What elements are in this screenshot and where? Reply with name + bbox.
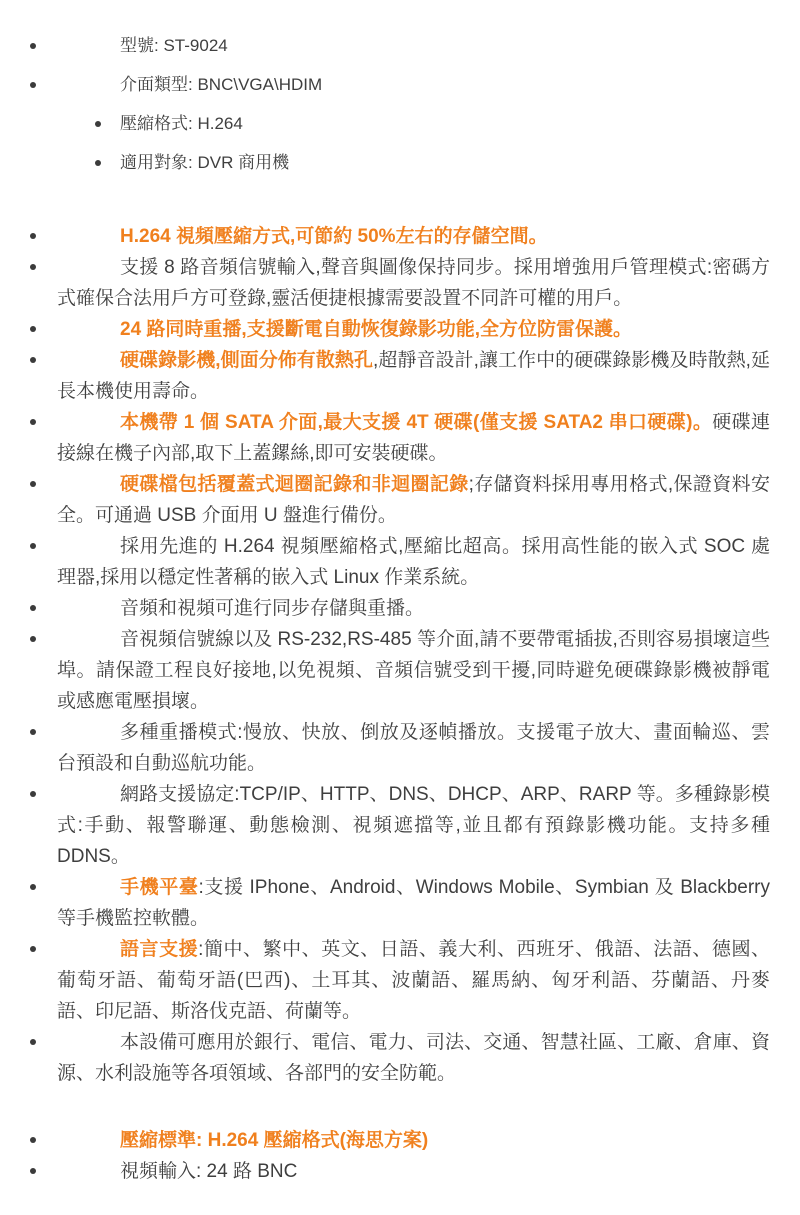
feature-item <box>57 221 770 252</box>
feature-text: 硬碟連接線在機子內部,取下上蓋鏍絲,即可安裝硬碟。 <box>57 412 770 464</box>
bullet-icon <box>30 543 36 549</box>
spec-value: ST-9024 <box>163 36 228 55</box>
bullet-icon <box>30 791 36 797</box>
spec-item-compression <box>120 112 770 136</box>
spec-list <box>120 26 770 175</box>
feature-text: 視頻輸入: 24 路 BNC <box>120 1161 298 1182</box>
spec-value: H.264 <box>197 114 243 133</box>
bullet-icon <box>30 43 36 49</box>
feature-highlight: H.264 視頻壓縮方式,可節約 50%左右的存儲空間。 <box>120 226 548 247</box>
spec-label: 介面類型: <box>120 75 193 94</box>
feature-text: 採用先進的 H.264 視頻壓縮格式,壓縮比超高。採用高性能的嵌入式 SOC 處理器,採用以穩定性著稱的嵌入式 Linux 作業系統。 <box>57 536 770 588</box>
feature-item <box>57 872 770 934</box>
feature-text: :簡中、繁中、英文、日語、義大利、西班牙、俄語、法語、德國、葡萄牙語、葡萄牙語(巴西)、土耳其、波蘭語、羅馬納、匈牙利語、芬蘭語、丹麥語、印尼語、斯洛伐克語、荷蘭等。 <box>57 939 770 1022</box>
feature-highlight: 手機平臺 <box>120 877 199 898</box>
feature-item <box>57 252 770 314</box>
bullet-icon <box>95 160 101 166</box>
feature-item <box>57 469 770 531</box>
feature-text: ;存儲資料採用專用格式,保證資料安全。可通過 USB 介面用 U 盤進行備份。 <box>57 474 770 526</box>
feature-text: :支援 IPhone、Android、Windows Mobile、Symbian 及 Blackberry 等手機監控軟體。 <box>57 877 770 929</box>
bullet-icon <box>30 1168 36 1174</box>
bullet-icon <box>30 357 36 363</box>
feature-text: ,超靜音設計,讓工作中的硬碟錄影機及時散熱,延長本機使用壽命。 <box>57 350 770 402</box>
feature-item <box>57 314 770 345</box>
bullet-icon <box>30 82 36 88</box>
spec-item-model <box>120 34 770 58</box>
spec-item-interface <box>120 73 770 97</box>
bullet-icon <box>30 1039 36 1045</box>
feature-item <box>57 1027 770 1089</box>
feature-text: 多種重播模式:慢放、快放、倒放及逐幀播放。支援電子放大、畫面輪巡、雲台預設和自動巡航功能。 <box>57 722 770 774</box>
bullet-icon <box>30 264 36 270</box>
footer-spec-item-compression-standard <box>57 1125 770 1156</box>
feature-item <box>57 779 770 872</box>
feature-highlight: 硬碟檔包括覆蓋式迴圈記錄和非迴圈記錄 <box>120 474 469 495</box>
feature-highlight: 硬碟錄影機,側面分佈有散熱孔 <box>120 350 374 371</box>
bullet-icon <box>30 326 36 332</box>
spec-label: 壓縮格式: <box>120 114 193 133</box>
bullet-icon <box>30 419 36 425</box>
feature-item <box>57 717 770 779</box>
feature-text: 本設備可應用於銀行、電信、電力、司法、交通、智慧社區、工廠、倉庫、資源、水利設施等各項領域、各部門的安全防範。 <box>57 1032 770 1084</box>
feature-item <box>57 531 770 593</box>
spec-label: 型號: <box>120 36 159 55</box>
feature-text: 網路支援協定:TCP/IP、HTTP、DNS、DHCP、ARP、RARP 等。多種錄影模式:手動、報警聯運、動態檢測、視頻遮擋等,並且都有預錄影機功能。支持多種 DDNS。 <box>57 784 770 867</box>
spec-item-target <box>120 151 770 175</box>
bullet-icon <box>95 121 101 127</box>
bullet-icon <box>30 636 36 642</box>
bullet-icon <box>30 481 36 487</box>
feature-highlight: 本機帶 1 個 SATA 介面,最大支援 4T 硬碟(僅支援 SATA2 串口硬碟)。 <box>120 412 713 433</box>
spec-value: BNC\VGA\HDIM <box>197 75 323 94</box>
bullet-icon <box>30 233 36 239</box>
spec-label: 適用對象: <box>120 153 193 172</box>
feature-list <box>30 221 770 1089</box>
feature-text: 支援 8 路音頻信號輸入,聲音與圖像保持同步。採用增強用戶管理模式:密碼方式確保合法用戶方可登錄,靈活便捷根據需要設置不同許可權的用戶。 <box>57 257 770 309</box>
feature-item <box>57 934 770 1027</box>
feature-text: 音頻和視頻可進行同步存儲與重播。 <box>120 598 425 619</box>
bullet-icon <box>30 605 36 611</box>
footer-spec-list <box>30 1125 770 1187</box>
feature-item <box>57 345 770 407</box>
spec-value: DVR 商用機 <box>197 153 290 172</box>
feature-item <box>57 593 770 624</box>
feature-highlight: 語言支援 <box>120 939 199 960</box>
bullet-icon <box>30 884 36 890</box>
bullet-icon <box>30 946 36 952</box>
feature-highlight: 壓縮標準: H.264 壓縮格式(海思方案) <box>120 1130 429 1151</box>
bullet-icon <box>30 1137 36 1143</box>
feature-item <box>57 407 770 469</box>
feature-text: 音視頻信號線以及 RS-232,RS-485 等介面,請不要帶電插拔,否則容易損壞這些埠。請保證工程良好接地,以免視頻、音頻信號受到干擾,同時避免硬碟錄影機被靜電或感應電壓損壞。 <box>57 629 770 712</box>
feature-highlight: 24 路同時重播,支援斷電自動恢復錄影功能,全方位防雷保護。 <box>120 319 632 340</box>
footer-spec-item-video-input <box>57 1156 770 1187</box>
feature-item <box>57 624 770 717</box>
bullet-icon <box>30 729 36 735</box>
